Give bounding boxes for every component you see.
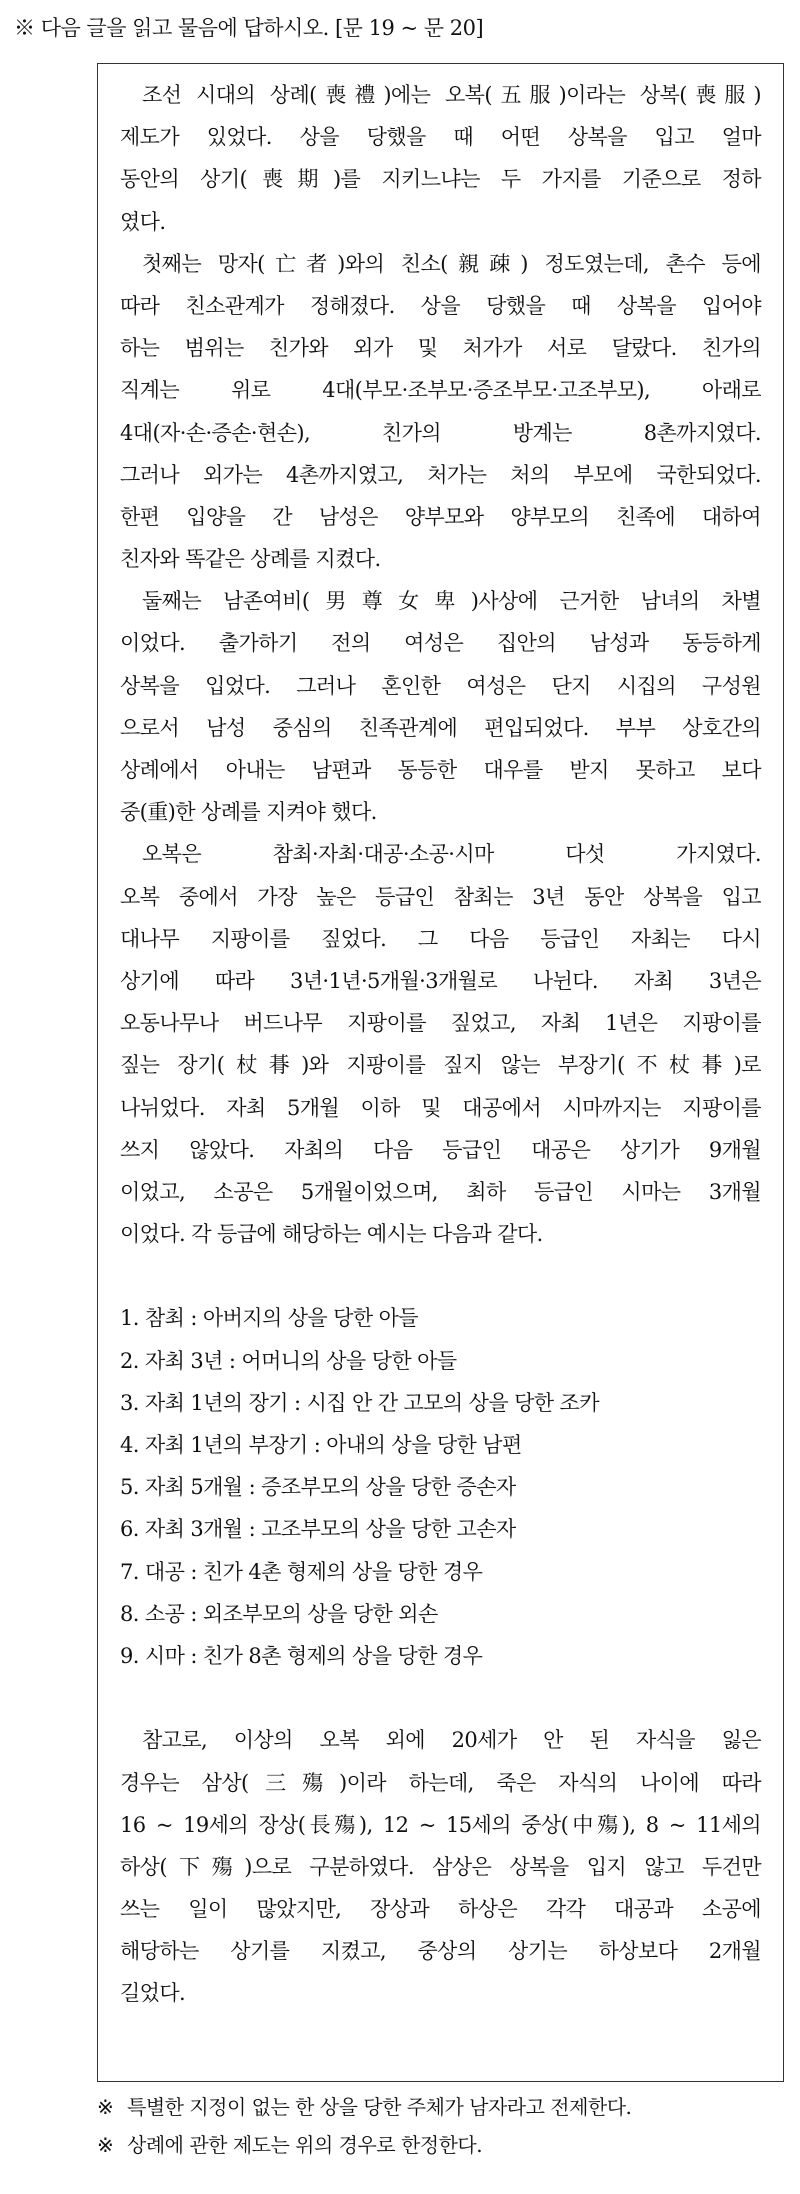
text-line: 오복 중에서 가장 높은 등급인 참최는 3년 동안 상복을 입고: [120, 884, 761, 909]
list-item: 4. 자최 1년의 부장기 : 아내의 상을 당한 남편: [120, 1433, 522, 1457]
text-line: 하는 범위는 친가와 외가 및 처가가 서로 달랐다. 친가의: [120, 336, 761, 361]
footnote-text: 상례에 관한 제도는 위의 경우로 한정한다.: [127, 2133, 483, 2157]
text-line: 중(重)한 상례를 지켜야 했다.: [120, 800, 377, 825]
footnote-1: [97, 2088, 631, 2126]
text-line: 상기에 따라 3년·1년·5개월·3개월로 나뉜다. 자최 3년은: [120, 968, 761, 993]
footnotes: [97, 2088, 631, 2164]
text-line: 이었다. 각 등급에 해당하는 예시는 다음과 같다.: [120, 1222, 543, 1247]
spacer: [120, 1255, 761, 1297]
text-line: 상복을 입었다. 그러나 혼인한 여성은 단지 시집의 구성원: [120, 673, 761, 698]
text-line: 길었다.: [120, 1981, 186, 2006]
text-line: 쓰는 일이 많았지만, 장상과 하상은 각각 대공과 소공에: [120, 1897, 761, 1922]
list-item: 8. 소공 : 외조부모의 상을 당한 외손: [120, 1601, 438, 1626]
list-item: 9. 시마 : 친가 8촌 형제의 상을 당한 경우: [120, 1643, 483, 1668]
text-line: 16 ~ 19세의 장상(長殤), 12 ~ 15세의 중상(中殤), 8 ~ 11세의: [120, 1812, 761, 1837]
text-line: 으로서 남성 중심의 친족관계에 편입되었다. 부부 상호간의: [120, 715, 761, 740]
question-range: [문 19 ~ 문 20]: [334, 16, 484, 40]
text-line: 짚는 장기(杖朞)와 지팡이를 짚지 않는 부장기(不杖朞)로: [120, 1053, 761, 1078]
text-line: 였다.: [120, 209, 166, 234]
text-line: 이었다. 출가하기 전의 여성은 집안의 남성과 동등하게: [120, 631, 761, 656]
paragraph-4: [120, 833, 761, 1255]
list-item: 5. 자최 5개월 : 증조부모의 상을 당한 증손자: [120, 1475, 516, 1500]
list-item: 7. 대공 : 친가 4촌 형제의 상을 당한 경우: [120, 1559, 483, 1584]
list-item: 6. 자최 3개월 : 고조부모의 상을 당한 고손자: [120, 1517, 516, 1542]
passage-box: [97, 63, 784, 2082]
list-item: 1. 참최 : 아버지의 상을 당한 아들: [120, 1306, 418, 1331]
text-line: 4대(자·손·증손·현손), 친가의 방계는 8촌까지였다.: [120, 420, 761, 445]
list-item: 2. 자최 3년 : 어머니의 상을 당한 아들: [120, 1348, 457, 1373]
paragraph-2: [120, 243, 761, 581]
text-line: 조선 시대의 상례(喪禮)에는 오복(五服)이라는 상복(喪服): [142, 83, 761, 107]
list-item: 3. 자최 1년의 장기 : 시집 안 간 고모의 상을 당한 조카: [120, 1390, 599, 1415]
text-line: 직계는 위로 4대(부모·조부모·증조부모·고조부모), 아래로: [120, 378, 761, 403]
text-line: 한편 입양을 간 남성은 양부모와 양부모의 친족에 대하여: [120, 504, 761, 529]
text-line: 경우는 삼상(三殤)이라 하는데, 죽은 자식의 나이에 따라: [120, 1770, 761, 1795]
text-line: 동안의 상기(喪期)를 지키느냐는 두 가지를 기준으로 정하: [120, 167, 761, 192]
text-line: 첫째는 망자(亡者)와의 친소(親疎) 정도였는데, 촌수 등에: [142, 251, 761, 276]
question-instruction: [14, 10, 483, 46]
paragraph-3: [120, 580, 761, 833]
spacer: [120, 1677, 761, 1719]
text-line: 이었고, 소공은 5개월이었으며, 최하 등급인 시마는 3개월: [120, 1179, 761, 1204]
text-line: 그러나 외가는 4촌까지였고, 처가는 처의 부모에 국한되었다.: [120, 462, 761, 487]
text-line: 나뉘었다. 자최 5개월 이하 및 대공에서 시마까지는 지팡이를: [120, 1095, 761, 1120]
paragraph-1: [120, 74, 761, 243]
reference-mark-icon: ※: [97, 2133, 114, 2157]
examples-list: [120, 1297, 761, 1677]
text-line: 하상(下殤)으로 구분하였다. 삼상은 상복을 입지 않고 두건만: [120, 1854, 761, 1879]
text-line: 오동나무나 버드나무 지팡이를 짚었고, 자최 1년은 지팡이를: [120, 1011, 761, 1036]
text-line: 둘째는 남존여비(男尊女卑)사상에 근거한 남녀의 차별: [142, 589, 761, 614]
text-line: 따라 친소관계가 정해졌다. 상을 당했을 때 상복을 입어야: [120, 293, 761, 318]
text-line: 해당하는 상기를 지켰고, 중상의 상기는 하상보다 2개월: [120, 1939, 761, 1964]
footnote-2: [97, 2126, 631, 2164]
text-line: 쓰지 않았다. 자최의 다음 등급인 대공은 상기가 9개월: [120, 1137, 761, 1162]
footnote-text: 특별한 지정이 없는 한 상을 당한 주체가 남자라고 전제한다.: [127, 2095, 632, 2119]
reference-mark-icon: ※: [97, 2095, 114, 2119]
text-line: 오복은 참최·자최·대공·소공·시마 다섯 가지였다.: [142, 842, 761, 867]
text-line: 대나무 지팡이를 짚었다. 그 다음 등급인 자최는 다시: [120, 926, 761, 951]
paragraph-5: [120, 1719, 761, 2014]
text-line: 친자와 똑같은 상례를 지켰다.: [120, 547, 381, 572]
text-line: 상례에서 아내는 남편과 동등한 대우를 받지 못하고 보다: [120, 758, 761, 782]
instruction-text: 다음 글을 읽고 물음에 답하시오.: [40, 16, 329, 40]
reference-mark-icon: ※: [14, 16, 35, 40]
text-line: 제도가 있었다. 상을 당했을 때 어떤 상복을 입고 얼마: [120, 125, 761, 150]
text-line: 참고로, 이상의 오복 외에 20세가 안 된 자식을 잃은: [142, 1728, 761, 1753]
